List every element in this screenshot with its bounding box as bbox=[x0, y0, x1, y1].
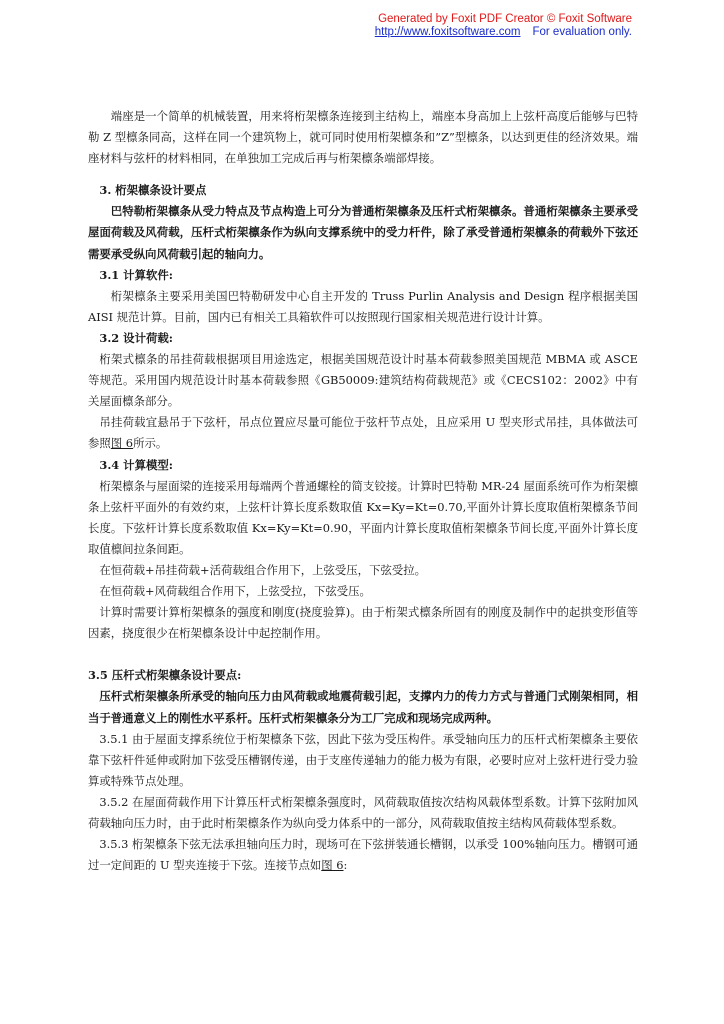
section-3-1-text: 桁架檩条主要采用美国巴特勒研发中心自主开发的 Truss Purlin Analysis and Design 程序根据美国 AISI 规范计算。目前，国内已有相关工具箱软件可以按照现行国家相关规范进行设计计算。 bbox=[88, 288, 638, 324]
section-3-4-text-3: 在恒荷载+风荷载组合作用下，上弦受拉，下弦受压。 bbox=[99, 584, 371, 599]
section-3-5-3-text-b: : bbox=[343, 858, 348, 873]
section-3-1-heading: 3.1 计算软件: bbox=[99, 267, 173, 282]
section-3-5-3-text-a: 3.5.3 桁架檩条下弦无法承担轴向压力时，现场可在下弦拼装通长槽钢，以承受 100%轴向压力。槽钢可通过一定间距的 U 型夹连接于下弦。连接节点如 bbox=[88, 837, 638, 873]
pdf-watermark-header bbox=[375, 13, 632, 39]
evaluation-text: For evaluation only. bbox=[532, 26, 632, 38]
watermark-line-2 bbox=[375, 26, 632, 39]
section-3-4-text-1: 桁架檩条与屋面梁的连接采用每端两个普通螺栓的简支铰接。计算时巴特勒 MR-24 屋面系统可作为桁架檩条上弦杆平面外的有效约束，上弦杆计算长度系数取值 Kx=Ky=Kt=0.70,平面外计算长度取值桁架檩条节间长度。下弦杆计算长度系数取值 Kx=Ky=Kt=0.90，平面内计算长度取值桁架檩条节间长度,平面外计算长度取值檩间拉条间距。 bbox=[88, 478, 638, 556]
section-3-2-text-2b: 所示。 bbox=[133, 436, 168, 451]
document-body bbox=[88, 106, 638, 876]
section-3-summary: 巴特勒桁架檩条从受力特点及节点构造上可分为普通桁架檩条及压杆式桁架檩条。普通桁架檩条主要承受屋面荷载及风荷载，压杆式桁架檩条作为纵向支撑系统中的受力杆件，除了承受普通桁架檩条的荷载外下弦还需要承受纵向风荷载引起的轴向力。 bbox=[88, 204, 638, 261]
section-3-2-text-1: 桁架式檩条的吊挂荷载根据项目用途选定，根据美国规范设计时基本荷载参照美国规范 MBMA 或 ASCE 等规范。采用国内规范设计时基本荷载参照《GB50009:建筑结构荷载规范》或《CECS102：2002》中有关屋面檩条部分。 bbox=[88, 352, 638, 409]
figure-6-link[interactable]: 图 6 bbox=[110, 436, 134, 451]
section-3-heading: 3. 桁架檩条设计要点 bbox=[99, 183, 207, 198]
section-3-5-3-text bbox=[88, 834, 638, 876]
section-3-4-text-2: 在恒荷载+吊挂荷载+活荷载组合作用下，上弦受压，下弦受拉。 bbox=[99, 562, 427, 577]
watermark-line-1: Generated by Foxit PDF Creator © Foxit Software bbox=[378, 13, 632, 25]
section-3-5-1-text: 3.5.1 由于屋面支撑系统位于桁架檩条下弦，因此下弦为受压构件。承受轴向压力的压杆式桁架檩条主要依靠下弦杆件延伸或附加下弦受压槽钢传递，由于支座传递轴力的能力极为有限，必要时应对上弦杆进行受力验算或特殊节点处理。 bbox=[88, 731, 638, 788]
section-3-4-text-4: 计算时需要计算桁架檩条的强度和刚度(挠度验算)。由于桁架式檩条所固有的刚度及制作中的起拱变形值等因素，挠度很少在桁架檩条设计中起控制作用。 bbox=[88, 605, 638, 641]
section-3-2-text-2a: 吊挂荷载宜悬吊于下弦杆，吊点位置应尽量可能位于弦杆节点处，且应采用 U 型夹形式吊挂，具体做法可参照 bbox=[88, 415, 638, 451]
section-3-5-2-text: 3.5.2 在屋面荷载作用下计算压杆式桁架檩条强度时，风荷载取值按次结构风载体型系数。计算下弦附加风荷载轴向压力时，由于此时桁架檩条作为纵向受力体系中的一部分，风荷载取值按主结构风荷载体型系数。 bbox=[88, 794, 638, 830]
figure-6-link-2[interactable]: 图 6 bbox=[321, 858, 344, 873]
section-3-5-heading: 3.5 压杆式桁架檩条设计要点: bbox=[88, 668, 242, 683]
section-3-5-summary: 压杆式桁架檩条所承受的轴向压力由风荷载或地震荷载引起，支撑内力的传力方式与普通门式刚架相同，相当于普通意义上的刚性水平系杆。压杆式桁架檩条分为工厂完成和现场完成两种。 bbox=[88, 689, 638, 725]
foxit-url-link[interactable]: http://www.foxitsoftware.com bbox=[374, 26, 521, 38]
section-3-2-text-2 bbox=[88, 412, 638, 454]
intro-paragraph: 端座是一个简单的机械装置，用来将桁架檩条连接到主结构上，端座本身高加上上弦杆高度后能够与巴特勒 Z 型檩条同高，这样在同一个建筑物上，就可同时使用桁架檩条和”Z”型檩条，以达到更佳的经济效果。端座材料与弦杆的材料相同，在单独加工完成后再与桁架檩条端部焊接。 bbox=[88, 109, 638, 166]
section-3-2-heading: 3.2 设计荷载: bbox=[99, 330, 173, 345]
section-3-4-heading: 3.4 计算模型: bbox=[99, 457, 173, 472]
